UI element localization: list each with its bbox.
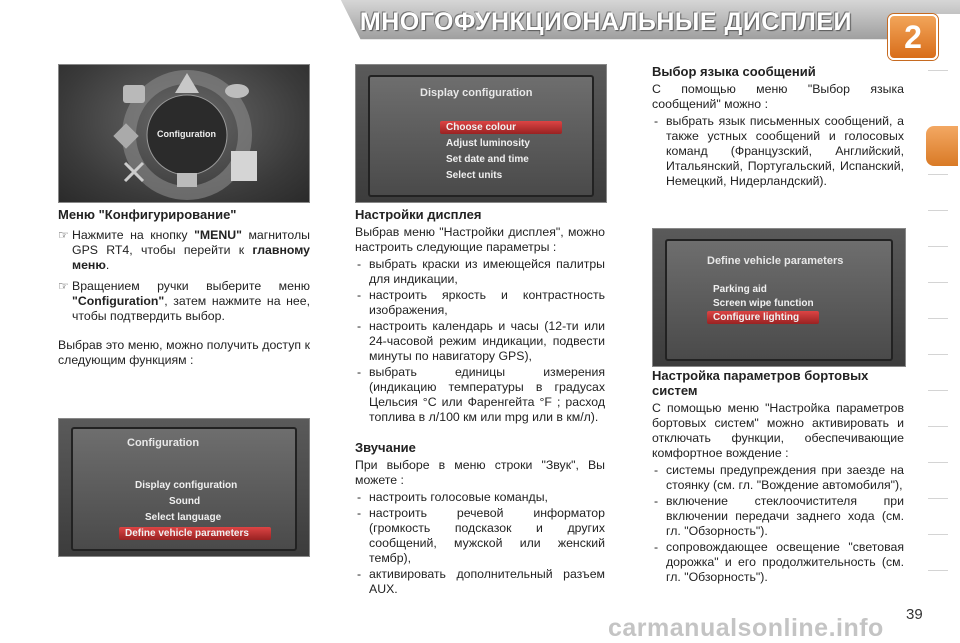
menu-item-set-date-time[interactable]: Set date and time	[446, 154, 529, 165]
column-2	[355, 207, 605, 426]
step-text: , затем нажмите на нее, чтобы подтвердить выбор.	[72, 294, 310, 323]
menu-item-display-configuration[interactable]: Display configuration	[135, 480, 238, 491]
screen-title: Display configuration	[420, 87, 533, 99]
column-3	[652, 64, 904, 190]
screen-frame	[368, 75, 594, 197]
wheel-center-label: Configuration	[157, 129, 216, 139]
menu-item-select-units[interactable]: Select units	[446, 170, 503, 181]
menu-item-sound[interactable]: Sound	[169, 496, 201, 507]
column-3-lower	[652, 368, 904, 586]
menu-item-parking-aid[interactable]: Parking aid	[713, 284, 767, 295]
vehicle-parameters-screen	[652, 228, 906, 367]
chapter-tabs	[928, 70, 960, 590]
menu-item-define-vehicle-parameters[interactable]: Define vehicle parameters	[119, 527, 271, 540]
paragraph: С помощью меню "Настройка параметров бортовых систем" можно активировать и отключать функции, обеспечивающие комфортное вождение :	[652, 401, 904, 460]
audio-icon	[123, 85, 145, 103]
chapter-tab[interactable]	[928, 318, 948, 347]
display-config-screen	[355, 64, 607, 203]
paragraph: Выбрав это меню, можно получить доступ к следующим функциям :	[58, 338, 310, 367]
chapter-tab[interactable]	[928, 70, 948, 99]
settings-panel-icon	[231, 151, 257, 181]
instruction-step	[58, 228, 310, 273]
section-heading: Выбор языка сообщений	[652, 64, 816, 79]
list-item: - сопровождающее освещение "световая дорожка" и его продолжительность (см. гл. "Обзорность").	[652, 540, 904, 585]
bullet-list	[355, 257, 605, 425]
menu-item-choose-colour[interactable]: Choose colour	[440, 121, 562, 134]
menu-item-select-language[interactable]: Select language	[145, 512, 222, 523]
menu-item-adjust-luminosity[interactable]: Adjust luminosity	[446, 138, 530, 149]
chapter-tab[interactable]	[928, 534, 948, 563]
section-heading: Звучание	[355, 440, 416, 455]
chapter-tab[interactable]	[928, 462, 948, 491]
step-text: Вращением ручки выберите меню	[72, 279, 310, 293]
paragraph: При выборе в меню строки "Звук", Вы можете :	[355, 458, 605, 487]
list-item: - выбрать единицы измерения (индикацию температуры в градусах Цельсия °С или Фаренгейта °F ; расход топлива в л/100 км или mpg или в км/л).	[355, 365, 605, 425]
column-2-lower	[355, 440, 605, 598]
screen-title: Configuration	[127, 437, 200, 449]
page-title: МНОГОФУНКЦИОНАЛЬНЫЕ ДИСПЛЕИ	[359, 8, 852, 36]
configuration-screen	[58, 418, 310, 557]
step-text-bold: "MENU"	[194, 228, 242, 242]
list-item: - выбрать краски из имеющейся палитры для индикации,	[355, 257, 605, 287]
page-number: 39	[906, 606, 923, 623]
step-text-bold: "Configuration"	[72, 294, 165, 308]
section-heading: Настройка параметров бортовых систем	[652, 368, 869, 398]
chapter-tab[interactable]	[928, 282, 948, 311]
chapter-tab[interactable]	[928, 174, 948, 203]
chapter-tab[interactable]	[928, 498, 948, 527]
list-item: - активировать дополнительный разъем AUX.	[355, 567, 605, 597]
menu-item-configure-lighting[interactable]: Configure lighting	[707, 311, 819, 324]
chapter-tab[interactable]	[928, 390, 948, 419]
step-text: Нажмите на кнопку	[72, 228, 195, 242]
list-item: - системы предупреждения при заезде на стоянку (см. гл. "Вождение автомобиля"),	[652, 463, 904, 493]
bullet-list	[355, 490, 605, 597]
list-item: - настроить яркость и контрастность изображения,	[355, 288, 605, 318]
info-icon	[177, 173, 197, 187]
instruction-list	[58, 228, 310, 324]
screen-title: Define vehicle parameters	[707, 255, 844, 267]
screen-frame	[665, 239, 893, 361]
chapter-badge: 2	[888, 14, 938, 60]
phone-icon	[225, 84, 249, 98]
menu-item-screen-wipe[interactable]: Screen wipe function	[713, 298, 814, 309]
bullet-list	[652, 114, 904, 189]
list-item: - включение стеклоочистителя при включении передачи заднего хода (см. гл. "Обзорность").	[652, 494, 904, 539]
list-item: - настроить речевой информатор (громкость подсказок и других сообщений, мужской или женский тембр),	[355, 506, 605, 566]
chapter-tab[interactable]	[928, 570, 948, 599]
chapter-tab[interactable]	[928, 426, 948, 455]
step-text: .	[105, 258, 110, 272]
step-text-bold: главному меню	[72, 243, 310, 272]
chapter-tab[interactable]	[928, 210, 948, 239]
paragraph: Выбрав меню "Настройки дисплея", можно настроить следующие параметры :	[355, 225, 605, 254]
instruction-step	[58, 279, 310, 324]
menu-wheel-photo	[58, 64, 310, 203]
watermark: carmanualsonline.info	[608, 614, 884, 642]
list-item: - настроить календарь и часы (12-ти или 24-часовой режим индикации, подвести минуты по навигатору GPS),	[355, 319, 605, 364]
section-heading: Меню "Конфигурирование"	[58, 207, 237, 222]
screen-frame	[71, 427, 297, 551]
bullet-list	[652, 463, 904, 585]
list-item: - выбрать язык письменных сообщений, а также устных сообщений и голосовых команд (Французский, Английский, Итальянский, Португальский, Испанский, Немецкий, Нидерландский).	[652, 114, 904, 189]
paragraph: С помощью меню "Выбор языка сообщений" можно :	[652, 82, 904, 111]
list-item: - настроить голосовые команды,	[355, 490, 605, 505]
chapter-tab[interactable]	[928, 246, 948, 275]
section-heading: Настройки дисплея	[355, 207, 482, 222]
column-1	[58, 207, 310, 368]
step-text: магнитолы GPS RT4, чтобы перейти к	[72, 228, 310, 257]
chapter-tab-active[interactable]	[926, 126, 958, 166]
chapter-tab[interactable]	[928, 354, 948, 383]
